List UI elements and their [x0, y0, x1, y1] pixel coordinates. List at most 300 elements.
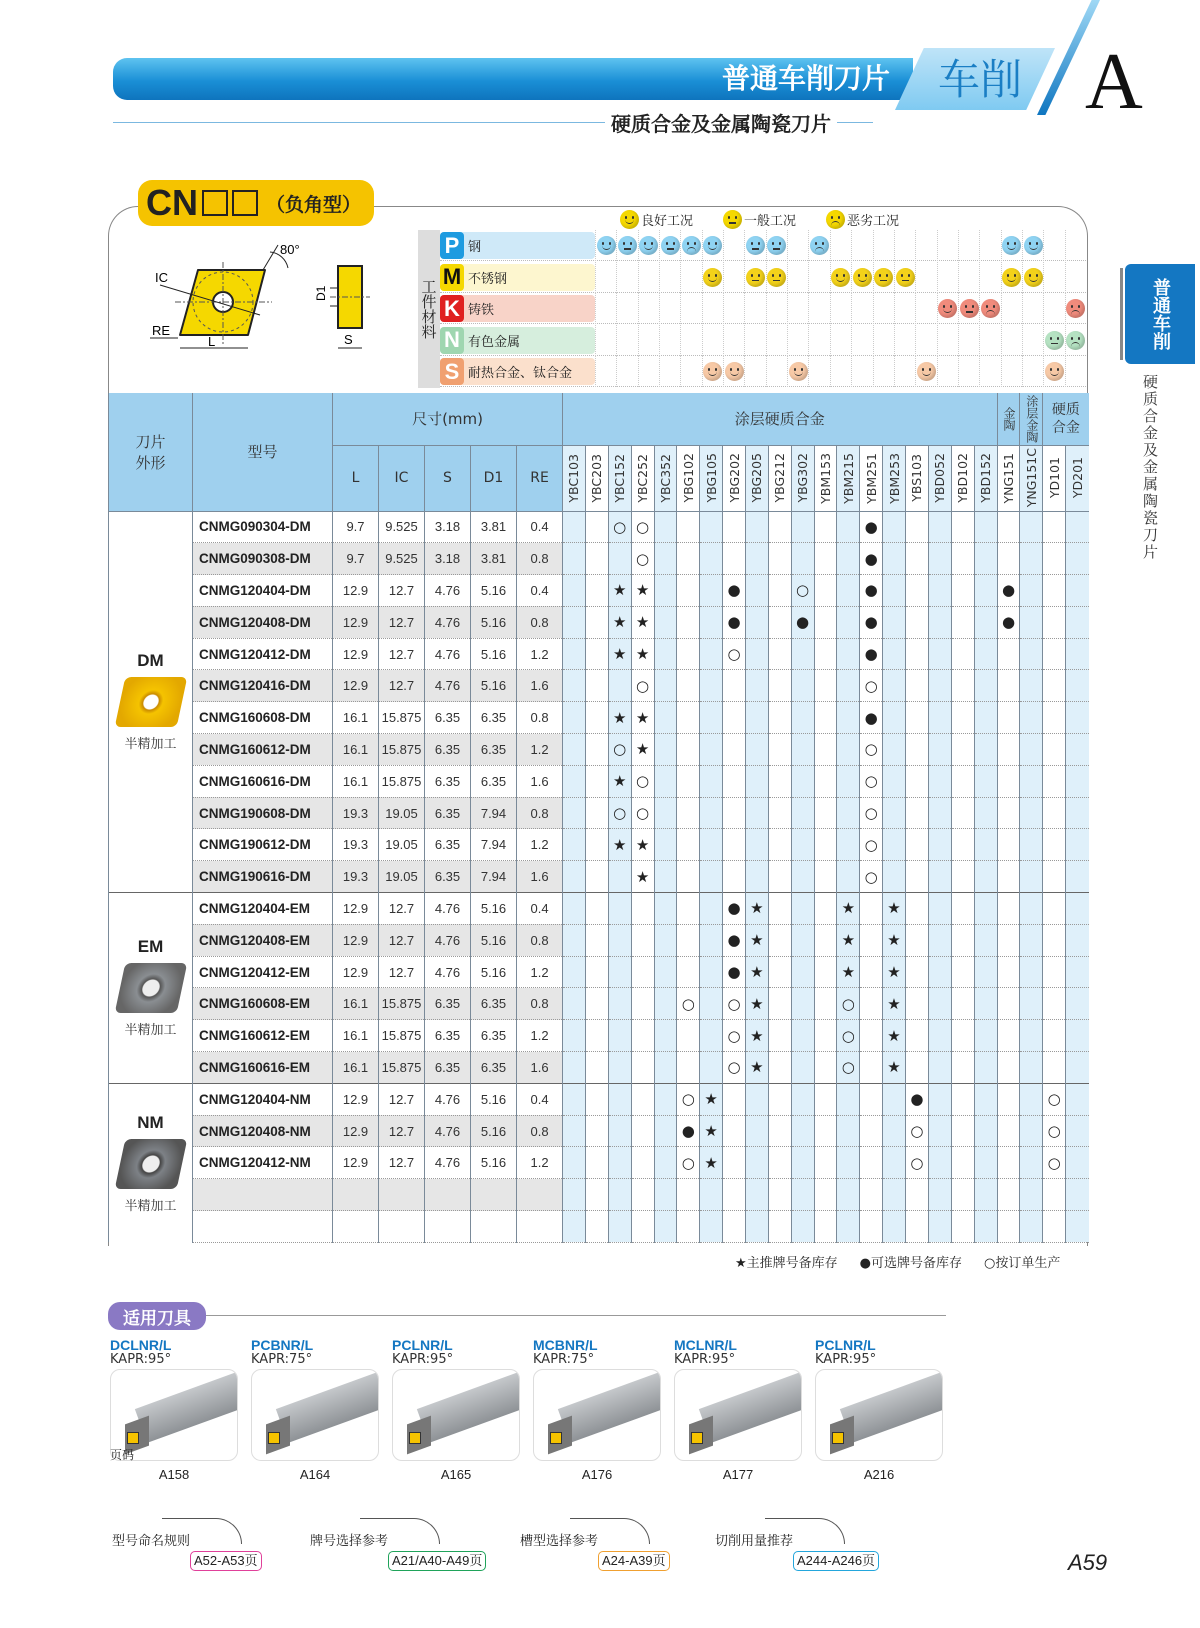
- grade-availability-cell: [974, 638, 997, 670]
- placeholder-box-icon: [232, 190, 258, 216]
- grade-availability-cell: [654, 511, 677, 543]
- material-grade-cell: [915, 293, 936, 324]
- reference-label: 槽型选择参考: [520, 1534, 599, 1549]
- grade-availability-cell: [997, 1083, 1020, 1115]
- material-grade-cell: [830, 262, 851, 293]
- grade-availability-cell: [1020, 1020, 1043, 1052]
- grade-availability-cell: [700, 638, 723, 670]
- model-cell: [193, 1179, 333, 1211]
- tool-card[interactable]: [815, 1338, 943, 1482]
- material-row-s: [440, 356, 1086, 387]
- grade-availability-cell: [951, 575, 974, 607]
- grade-availability-cell: ○: [791, 575, 814, 607]
- normal-smiley-icon: [960, 299, 979, 318]
- grade-availability-cell: [905, 670, 928, 702]
- grade-availability-cell: [608, 956, 631, 988]
- material-grade-cell: [787, 293, 808, 324]
- grade-availability-cell: [563, 638, 586, 670]
- grade-availability-cell: [700, 511, 723, 543]
- grade-availability-cell: [1066, 606, 1089, 638]
- grade-availability-cell: [1020, 1052, 1043, 1084]
- material-grade-cell: [979, 356, 1000, 387]
- material-grade-cell: [680, 325, 701, 356]
- grade-availability-cell: [951, 1020, 974, 1052]
- grade-availability-cell: ●: [860, 543, 883, 575]
- tool-page-ref[interactable]: A177: [722, 1467, 754, 1482]
- material-grade-cell: [958, 325, 979, 356]
- grade-availability-cell: [585, 670, 608, 702]
- grade-availability-cell: [1043, 1211, 1066, 1243]
- category-tab: 车削: [937, 55, 1022, 104]
- table-row: [109, 734, 1089, 766]
- grade-availability-cell: [768, 702, 791, 734]
- material-axis-label: 工件材料: [418, 230, 440, 388]
- grade-availability-cell: [1066, 829, 1089, 861]
- good-smiley-icon: [639, 236, 658, 255]
- grade-availability-cell: [905, 543, 928, 575]
- grade-availability-cell: ★: [631, 702, 654, 734]
- grade-availability-cell: [791, 1083, 814, 1115]
- grade-availability-cell: ●: [860, 575, 883, 607]
- grade-availability-cell: [997, 543, 1020, 575]
- grade-availability-cell: [791, 797, 814, 829]
- grade-availability-cell: [1066, 1179, 1089, 1211]
- dim-cell: 1.6: [517, 1052, 563, 1084]
- material-grade-cell: [744, 230, 765, 261]
- insert-diagram: [150, 240, 370, 370]
- grade-availability-cell: [563, 765, 586, 797]
- product-type: （负角型）: [266, 193, 362, 216]
- material-grade-cell: [595, 262, 616, 293]
- grade-availability-cell: [837, 797, 860, 829]
- grade-availability-cell: [951, 606, 974, 638]
- grade-availability-cell: [1066, 797, 1089, 829]
- grade-availability-cell: [563, 1147, 586, 1179]
- tool-kapr: KAPR:95°: [674, 1352, 736, 1367]
- dim-cell: 6.35: [425, 765, 471, 797]
- col-header-grade: YBC203: [585, 445, 608, 511]
- grade-availability-cell: ●: [791, 606, 814, 638]
- grade-availability-cell: [951, 1052, 974, 1084]
- material-grade-cell: [702, 262, 723, 293]
- grade-availability-cell: [723, 1147, 746, 1179]
- good-smiley-icon: [853, 268, 872, 287]
- grade-availability-cell: [608, 893, 631, 925]
- grade-availability-cell: [745, 575, 768, 607]
- grade-availability-cell: [563, 797, 586, 829]
- tool-card[interactable]: [392, 1338, 520, 1482]
- grade-availability-cell: ○: [723, 1052, 746, 1084]
- grade-availability-cell: [677, 702, 700, 734]
- grade-availability-cell: ★: [883, 1020, 906, 1052]
- material-grade-cell: [766, 325, 787, 356]
- grade-availability-cell: [745, 1083, 768, 1115]
- grade-availability-cell: ●: [723, 924, 746, 956]
- col-header-grade: YBC152: [608, 445, 631, 511]
- grade-availability-cell: [768, 1083, 791, 1115]
- insert-shape-nm: NM 半精加工: [109, 1083, 193, 1242]
- grade-availability-cell: [654, 1147, 677, 1179]
- tool-name[interactable]: PCBNR/L: [251, 1337, 314, 1353]
- good-smiley-icon: [703, 362, 722, 381]
- grade-availability-cell: [883, 861, 906, 893]
- grade-availability-cell: [814, 1211, 837, 1243]
- grade-availability-cell: [814, 638, 837, 670]
- grade-availability-cell: [745, 1147, 768, 1179]
- dim-cell: 9.7: [333, 511, 379, 543]
- col-header-grade: YD101: [1043, 445, 1066, 511]
- grade-availability-cell: [814, 1083, 837, 1115]
- dim-cell: [471, 1211, 517, 1243]
- grade-availability-cell: [951, 1211, 974, 1243]
- page-number: A59: [1068, 1550, 1108, 1575]
- material-grade-cell: [808, 262, 829, 293]
- col-header-grade: YD201: [1066, 445, 1089, 511]
- table-row: [109, 829, 1089, 861]
- grade-availability-cell: [677, 1211, 700, 1243]
- grade-availability-cell: [883, 543, 906, 575]
- grade-availability-cell: [974, 861, 997, 893]
- grade-availability-cell: [608, 1115, 631, 1147]
- material-grade-cell: [979, 293, 1000, 324]
- tool-name[interactable]: MCLNR/L: [674, 1337, 737, 1353]
- grade-availability-cell: [723, 734, 746, 766]
- reference-page-link[interactable]: A244-A246页: [793, 1551, 879, 1571]
- dim-cell: 19.05: [379, 797, 425, 829]
- grade-availability-cell: [860, 924, 883, 956]
- grade-availability-cell: [883, 765, 906, 797]
- tool-name[interactable]: PCLNR/L: [392, 1337, 453, 1353]
- grade-availability-cell: [1020, 1179, 1043, 1211]
- grade-availability-cell: [723, 1115, 746, 1147]
- table-row: [109, 670, 1089, 702]
- grade-availability-cell: ★: [608, 829, 631, 861]
- grade-availability-cell: [723, 702, 746, 734]
- grade-availability-cell: [928, 893, 951, 925]
- tool-name[interactable]: PCLNR/L: [815, 1337, 876, 1353]
- grade-availability-cell: [654, 638, 677, 670]
- tool-card[interactable]: [674, 1338, 802, 1482]
- grade-availability-cell: [883, 702, 906, 734]
- grade-availability-cell: [1043, 638, 1066, 670]
- col-header-grade: YNG151: [997, 445, 1020, 511]
- dim-cell: 12.9: [333, 670, 379, 702]
- material-grade-cell: [894, 356, 915, 387]
- tool-name[interactable]: MCBNR/L: [533, 1337, 598, 1353]
- grade-availability-cell: [563, 1179, 586, 1211]
- grade-availability-cell: [928, 670, 951, 702]
- grade-availability-cell: [883, 1115, 906, 1147]
- grade-availability-cell: ○: [860, 797, 883, 829]
- material-grade-cell: [659, 325, 680, 356]
- grade-availability-cell: [791, 956, 814, 988]
- dim-cell: 7.94: [471, 829, 517, 861]
- grade-availability-cell: [1020, 988, 1043, 1020]
- grade-availability-cell: [768, 543, 791, 575]
- col-header-dim-d1: D1: [471, 445, 517, 511]
- material-grade-cell: [723, 230, 744, 261]
- good-smiley-icon: [1002, 236, 1021, 255]
- material-grade-cell: [1065, 230, 1086, 261]
- grade-availability-cell: ★: [883, 893, 906, 925]
- grade-availability-cell: [814, 1052, 837, 1084]
- grade-availability-cell: [1066, 511, 1089, 543]
- grade-availability-cell: [654, 543, 677, 575]
- dim-cell: 0.8: [517, 924, 563, 956]
- material-grade-cell: [1043, 293, 1064, 324]
- grade-availability-cell: [814, 702, 837, 734]
- dim-cell: [471, 1179, 517, 1211]
- grade-availability-cell: [585, 924, 608, 956]
- dim-cell: [517, 1211, 563, 1243]
- dim-cell: 6.35: [425, 1020, 471, 1052]
- grade-availability-cell: [951, 1115, 974, 1147]
- material-row-m: [440, 262, 1086, 293]
- material-grade-cell: [1022, 293, 1043, 324]
- grade-availability-cell: [1066, 988, 1089, 1020]
- tool-page-ref[interactable]: A216: [863, 1467, 895, 1482]
- tool-card[interactable]: [251, 1338, 379, 1482]
- grade-availability-cell: [654, 1115, 677, 1147]
- tool-card[interactable]: [533, 1338, 661, 1482]
- grade-availability-cell: [585, 829, 608, 861]
- grade-availability-cell: [814, 606, 837, 638]
- grade-availability-cell: ●: [723, 956, 746, 988]
- stock-legend: [735, 1252, 1060, 1271]
- dim-cell: 12.7: [379, 1083, 425, 1115]
- tool-page-ref[interactable]: A165: [440, 1467, 472, 1482]
- grade-availability-cell: [1043, 1179, 1066, 1211]
- model-cell: [193, 1211, 333, 1243]
- grade-availability-cell: [951, 1179, 974, 1211]
- dim-cell: 12.7: [379, 638, 425, 670]
- grade-availability-cell: [814, 734, 837, 766]
- grade-availability-cell: [1043, 924, 1066, 956]
- dim-cell: 16.1: [333, 1052, 379, 1084]
- col-header-dim-re: RE: [517, 445, 563, 511]
- grade-availability-cell: ●: [860, 606, 883, 638]
- grade-availability-cell: [791, 829, 814, 861]
- grade-availability-cell: [997, 1115, 1020, 1147]
- material-grade-cell: [873, 356, 894, 387]
- grade-availability-cell: ★: [608, 575, 631, 607]
- grade-availability-cell: [563, 734, 586, 766]
- grade-availability-cell: [654, 861, 677, 893]
- grade-availability-cell: [883, 606, 906, 638]
- workpiece-material-matrix: [418, 230, 1086, 388]
- grade-availability-cell: [700, 988, 723, 1020]
- grade-availability-cell: [951, 702, 974, 734]
- dim-cell: 6.35: [471, 765, 517, 797]
- grade-availability-cell: [814, 924, 837, 956]
- grade-availability-cell: [654, 670, 677, 702]
- table-row: [109, 606, 1089, 638]
- grade-availability-cell: [585, 988, 608, 1020]
- dim-cell: 12.7: [379, 670, 425, 702]
- model-cell: CNMG190616-DM: [193, 861, 333, 893]
- grade-availability-cell: [1043, 765, 1066, 797]
- condition-normal: 一般工况: [723, 210, 796, 229]
- normal-smiley-icon: [874, 268, 893, 287]
- grade-availability-cell: [814, 1179, 837, 1211]
- grade-availability-cell: [791, 924, 814, 956]
- grade-availability-cell: ○: [1043, 1147, 1066, 1179]
- grade-availability-cell: [791, 734, 814, 766]
- grade-availability-cell: [837, 1179, 860, 1211]
- grade-availability-cell: [928, 511, 951, 543]
- grade-availability-cell: [837, 606, 860, 638]
- grade-availability-cell: [768, 670, 791, 702]
- grade-availability-cell: ○: [905, 1147, 928, 1179]
- grade-availability-cell: [1043, 670, 1066, 702]
- material-grade-cell: [638, 262, 659, 293]
- grade-availability-cell: [608, 924, 631, 956]
- grade-availability-cell: [860, 1020, 883, 1052]
- grade-availability-cell: [677, 1052, 700, 1084]
- dim-cell: 12.7: [379, 1115, 425, 1147]
- grade-availability-cell: [928, 988, 951, 1020]
- grade-availability-cell: [654, 734, 677, 766]
- table-row: [109, 1147, 1089, 1179]
- grade-availability-cell: [677, 765, 700, 797]
- material-grade-cell: [830, 356, 851, 387]
- dim-cell: 5.16: [471, 1083, 517, 1115]
- dim-cell: 6.35: [425, 829, 471, 861]
- reference-page-link[interactable]: A52-A53页: [190, 1551, 262, 1571]
- material-name: M 不锈钢: [440, 264, 595, 291]
- material-grade-cell: [830, 293, 851, 324]
- dim-cell: 15.875: [379, 1020, 425, 1052]
- material-grade-cell: [638, 230, 659, 261]
- tool-page-ref[interactable]: A158: [158, 1467, 190, 1482]
- grade-availability-cell: [837, 861, 860, 893]
- grade-availability-cell: [1043, 988, 1066, 1020]
- grade-availability-cell: [608, 543, 631, 575]
- legend-optional-stock: ●可选牌号备库存: [859, 1256, 962, 1271]
- dim-cell: [425, 1179, 471, 1211]
- grade-availability-cell: [905, 638, 928, 670]
- grade-availability-cell: [814, 861, 837, 893]
- grade-availability-cell: [1020, 1115, 1043, 1147]
- grade-availability-cell: [631, 988, 654, 1020]
- material-grade-cell: [915, 325, 936, 356]
- material-grade-cell: [659, 293, 680, 324]
- grade-availability-cell: [791, 670, 814, 702]
- grade-availability-cell: [928, 1083, 951, 1115]
- grade-availability-cell: ★: [608, 606, 631, 638]
- tool-page-ref[interactable]: A176: [581, 1467, 613, 1482]
- tool-holder-image: [533, 1369, 661, 1461]
- dim-cell: 16.1: [333, 1020, 379, 1052]
- grade-availability-cell: ○: [860, 829, 883, 861]
- grade-availability-cell: [905, 861, 928, 893]
- tool-kapr: KAPR:75°: [533, 1352, 595, 1367]
- tool-name[interactable]: DCLNR/L: [110, 1337, 172, 1353]
- grade-availability-cell: ★: [837, 956, 860, 988]
- col-header-grade: YBG105: [700, 445, 723, 511]
- reference-page-link[interactable]: A24-A39页: [598, 1551, 670, 1571]
- grade-availability-cell: [905, 829, 928, 861]
- dim-cell: 9.525: [379, 511, 425, 543]
- grade-availability-cell: [814, 829, 837, 861]
- grade-availability-cell: [974, 893, 997, 925]
- dim-cell: [425, 1211, 471, 1243]
- grade-availability-cell: [1020, 829, 1043, 861]
- grade-availability-cell: [700, 1179, 723, 1211]
- material-grade-cell: [659, 356, 680, 387]
- grade-availability-cell: [608, 861, 631, 893]
- grade-availability-cell: [723, 829, 746, 861]
- grade-availability-cell: ○: [608, 734, 631, 766]
- grade-availability-cell: [1043, 606, 1066, 638]
- grade-availability-cell: [951, 543, 974, 575]
- side-tab[interactable]: 普通车削: [1125, 264, 1195, 364]
- grade-availability-cell: [883, 1147, 906, 1179]
- conditions-legend: [620, 210, 899, 229]
- grade-availability-cell: [631, 1147, 654, 1179]
- dim-cell: 15.875: [379, 765, 425, 797]
- grade-availability-cell: [883, 797, 906, 829]
- col-header-grade: YBS103: [905, 445, 928, 511]
- material-grade-cell: [723, 262, 744, 293]
- grade-availability-cell: [1020, 1083, 1043, 1115]
- grade-availability-cell: [951, 1147, 974, 1179]
- grade-availability-cell: [563, 543, 586, 575]
- grade-availability-cell: ★: [745, 893, 768, 925]
- tool-page-ref[interactable]: A164: [299, 1467, 331, 1482]
- grade-availability-cell: [997, 924, 1020, 956]
- material-grade-cell: [595, 325, 616, 356]
- grade-availability-cell: [905, 765, 928, 797]
- material-grade-cell: [766, 262, 787, 293]
- material-grade-cell: [894, 230, 915, 261]
- material-grade-cell: [851, 262, 872, 293]
- grade-availability-cell: ★: [700, 1083, 723, 1115]
- grade-availability-cell: [700, 797, 723, 829]
- grade-availability-cell: ★: [745, 1052, 768, 1084]
- material-grade-cell: [1001, 356, 1022, 387]
- grade-availability-cell: [814, 956, 837, 988]
- grade-availability-cell: [860, 1115, 883, 1147]
- dim-cell: 4.76: [425, 575, 471, 607]
- grade-availability-cell: [974, 1052, 997, 1084]
- reference-page-link[interactable]: A21/A40-A49页: [388, 1551, 486, 1571]
- material-grade-cell: [830, 325, 851, 356]
- grade-availability-cell: [700, 575, 723, 607]
- grade-availability-cell: [1066, 1052, 1089, 1084]
- grade-availability-cell: ★: [608, 765, 631, 797]
- col-header-grade: YBM153: [814, 445, 837, 511]
- bad-smiley-icon: [810, 236, 829, 255]
- grade-availability-cell: [608, 1147, 631, 1179]
- grade-availability-cell: [1043, 543, 1066, 575]
- grade-availability-cell: [928, 861, 951, 893]
- dim-cell: 0.8: [517, 797, 563, 829]
- grade-availability-cell: [1020, 606, 1043, 638]
- svg-text:S: S: [344, 332, 353, 347]
- table-row: [109, 1211, 1089, 1243]
- grade-availability-cell: [928, 1020, 951, 1052]
- dim-cell: 16.1: [333, 702, 379, 734]
- grade-availability-cell: ★: [745, 1020, 768, 1052]
- grade-availability-cell: ○: [631, 511, 654, 543]
- col-header-coated-carbide: 涂层硬质合金: [563, 393, 998, 445]
- grade-availability-cell: [951, 893, 974, 925]
- grade-availability-cell: [700, 924, 723, 956]
- grade-availability-cell: [1066, 956, 1089, 988]
- grade-availability-cell: ○: [608, 797, 631, 829]
- material-grade-cell: [787, 262, 808, 293]
